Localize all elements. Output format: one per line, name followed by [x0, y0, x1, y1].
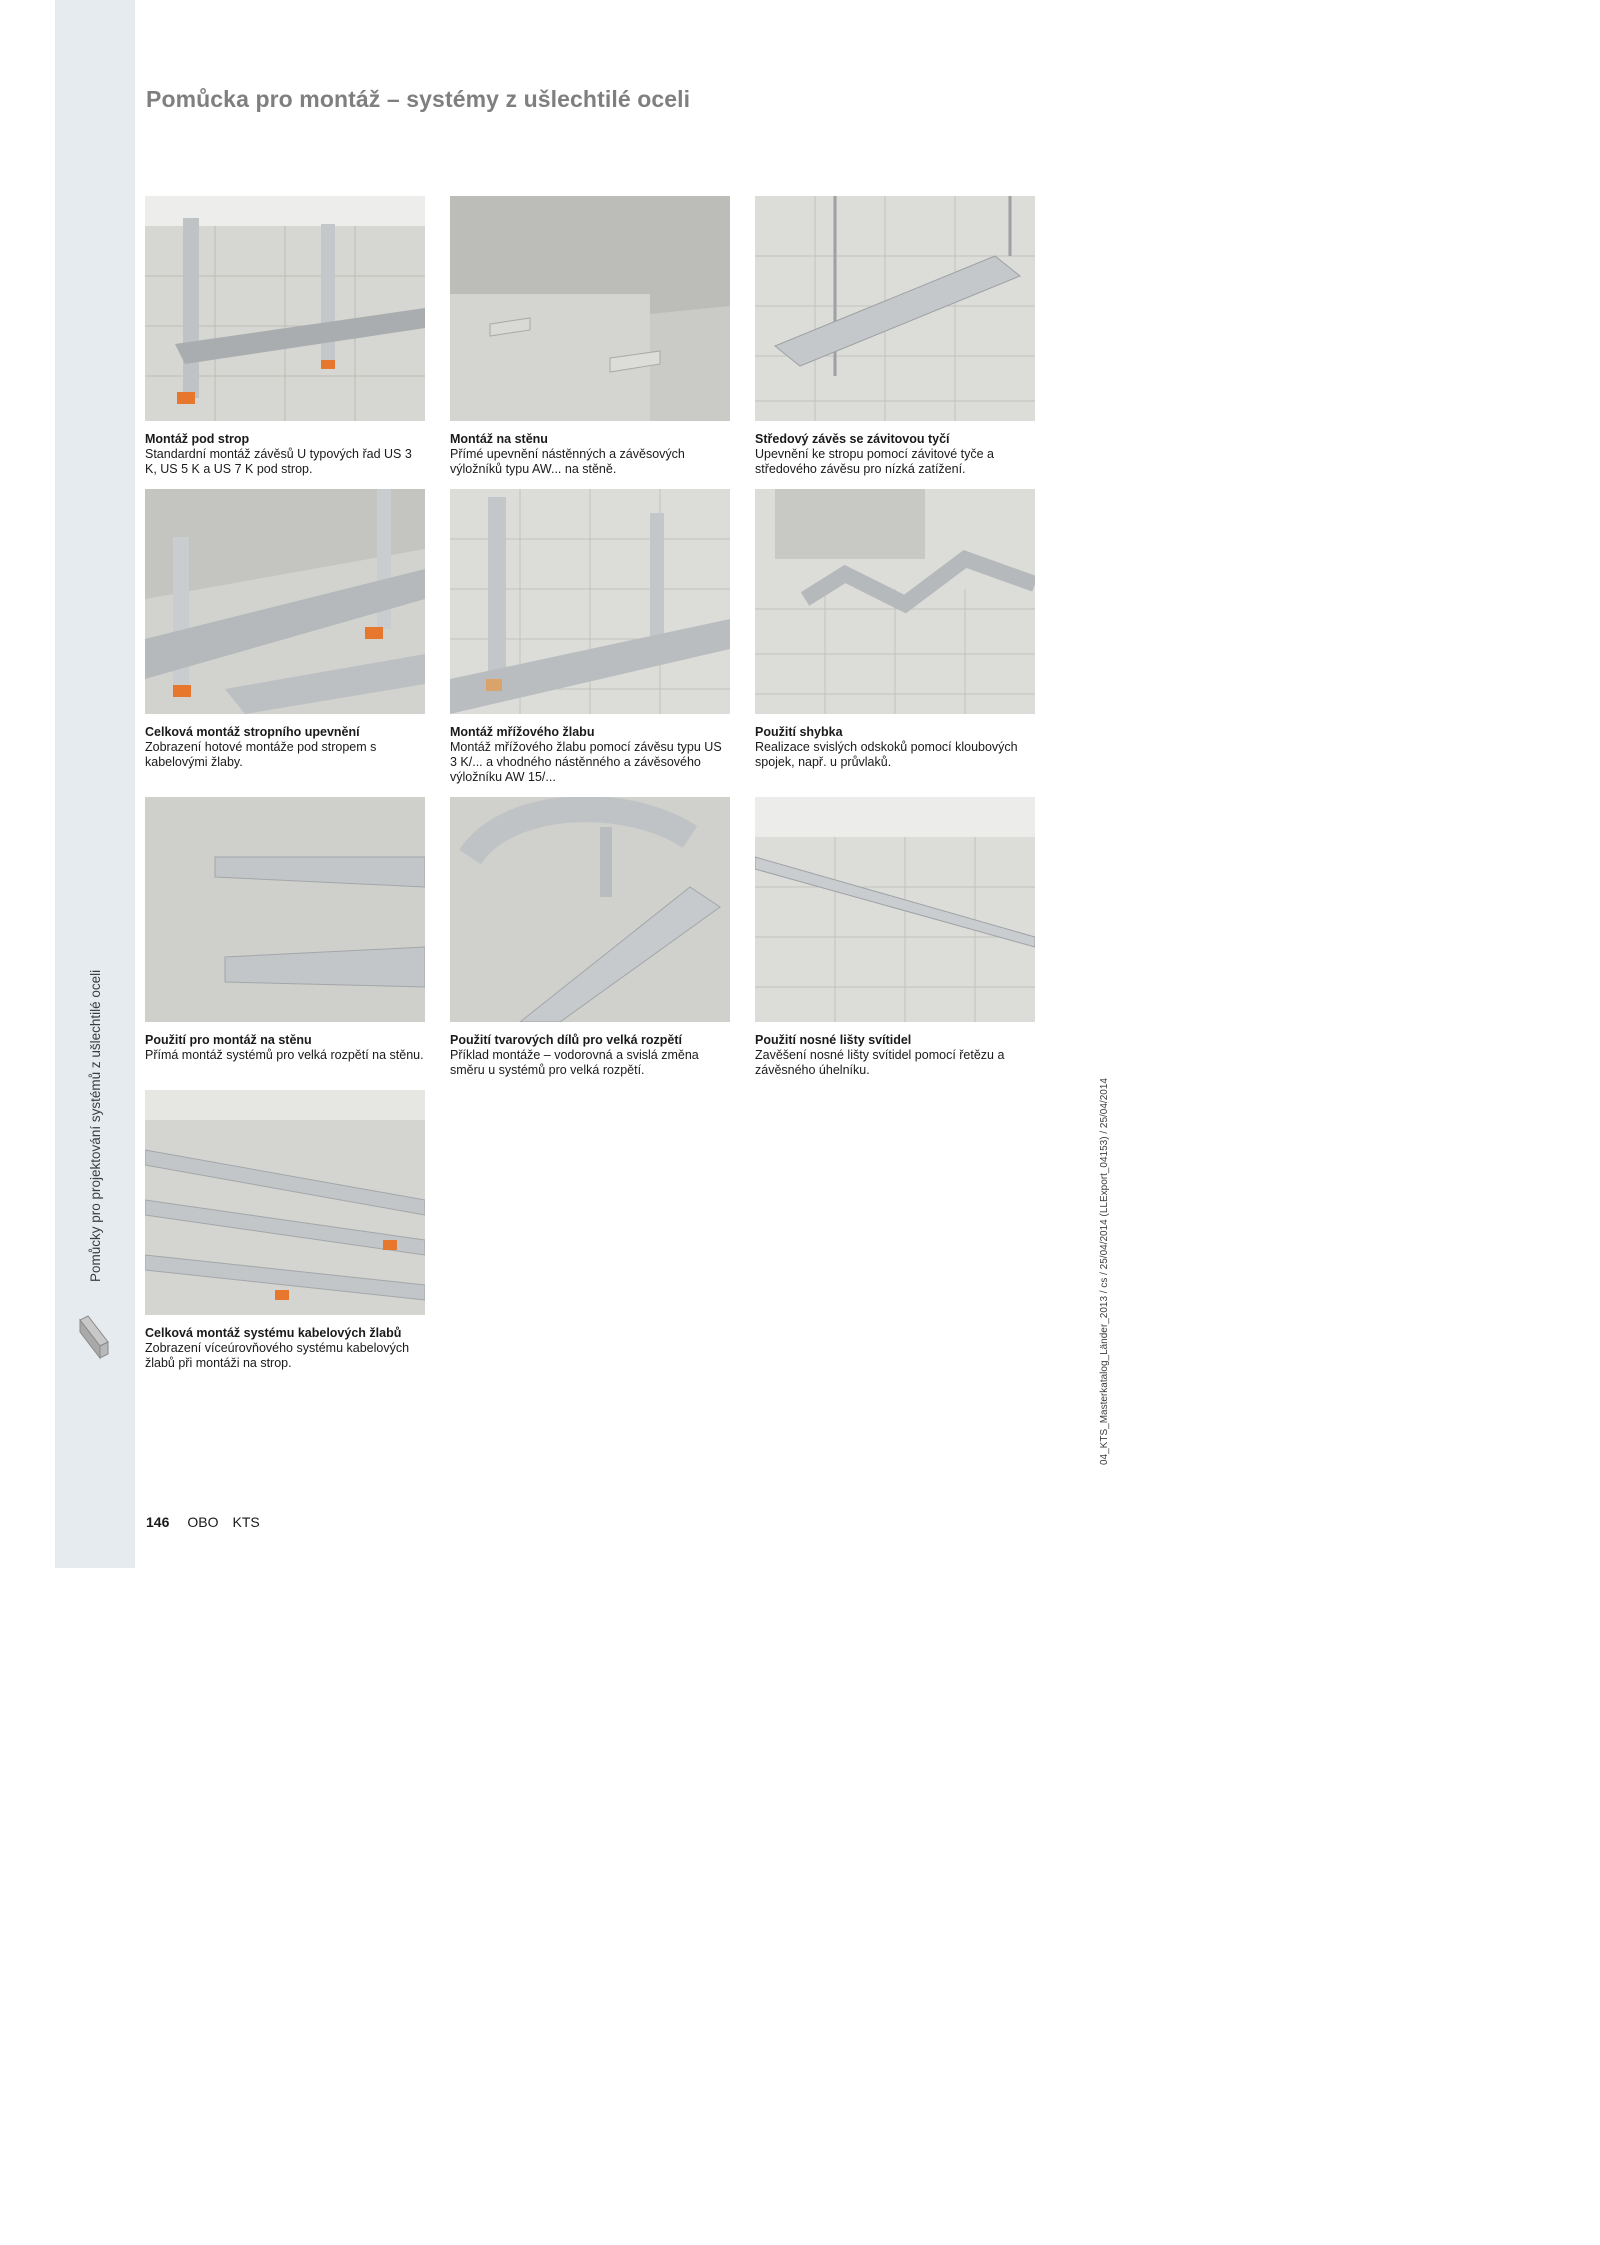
page-footer — [146, 1514, 274, 1530]
card-description: Zobrazení hotové montáže pod stropem s kabelovými žlaby. — [145, 740, 377, 769]
card-description: Zobrazení víceúrovňového systému kabelových žlabů při montáži na strop. — [145, 1341, 410, 1370]
card-luminaire-rail — [755, 797, 1035, 1078]
card-title: Použití pro montáž na stěnu — [145, 1033, 312, 1047]
card-complete-tray-system — [145, 1090, 425, 1371]
card-description: Realizace svislých odskoků pomocí kloubových spojek, např. u průvlaků. — [755, 740, 1018, 769]
page-title: Pomůcka pro montáž – systémy z ušlechtilé oceli — [146, 86, 691, 112]
photo-fittings-use — [450, 797, 730, 1022]
cable-tray-icon — [78, 1314, 112, 1360]
card-description: Zavěšení nosné lišty svítidel pomocí řetězu a závěsného úhelníku. — [755, 1048, 1005, 1077]
card-title: Montáž na stěnu — [450, 432, 548, 446]
card-mesh-tray-mounting — [450, 489, 730, 785]
catalog-reference-note: 04_KTS_Masterkatalog_Länder_2013 / cs / 25/04/2014 (LLExport_04153) / 25/04/2014 — [1099, 1078, 1110, 1465]
photo-complete-ceiling-mounting — [145, 489, 425, 714]
card-wall-mounting — [450, 196, 730, 477]
card-offset-use — [755, 489, 1035, 770]
photo-complete-tray-system — [145, 1090, 425, 1315]
photo-luminaire-rail — [755, 797, 1035, 1022]
photo-wall-use — [145, 797, 425, 1022]
card-fittings-use — [450, 797, 730, 1078]
card-title: Celková montáž stropního upevnění — [145, 725, 360, 739]
card-description: Přímá montáž systémů pro velká rozpětí na stěnu. — [145, 1048, 424, 1062]
photo-offset-use — [755, 489, 1035, 714]
card-description: Upevnění ke stropu pomocí závitové tyče a středového závěsu pro nízká zatížení. — [755, 447, 995, 476]
card-title: Celková montáž systému kabelových žlabů — [145, 1326, 402, 1340]
photo-threaded-rod — [755, 196, 1035, 421]
card-description: Montáž mřížového žlabu pomocí závěsu typu US 3 K/... a vhodného nástěnného a závěsového výložníku AW 15/... — [450, 740, 722, 784]
card-threaded-rod — [755, 196, 1035, 477]
card-complete-ceiling-mounting — [145, 489, 425, 770]
photo-wall-mounting — [450, 196, 730, 421]
card-ceiling-mounting — [145, 196, 425, 477]
section-name: KTS — [232, 1514, 260, 1530]
side-section-label: Pomůcky pro projektování systémů z ušlechtilé oceli — [88, 969, 103, 1282]
card-description: Standardní montáž závěsů U typových řad US 3 K, US 5 K a US 7 K pod strop. — [145, 447, 412, 476]
card-description: Příklad montáže – vodorovná a svislá změna směru u systémů pro velká rozpětí. — [450, 1048, 699, 1077]
photo-mesh-tray-mounting — [450, 489, 730, 714]
brand-name: OBO — [187, 1514, 219, 1530]
card-wall-use — [145, 797, 425, 1063]
card-description: Přímé upevnění nástěnných a závěsových výložníků typu AW... na stěně. — [450, 447, 685, 476]
card-title: Použití shybka — [755, 725, 843, 739]
card-title: Montáž pod strop — [145, 432, 250, 446]
card-title: Středový závěs se závitovou tyčí — [755, 432, 950, 446]
card-title: Použití tvarových dílů pro velká rozpětí — [450, 1033, 682, 1047]
card-title: Použití nosné lišty svítidel — [755, 1033, 912, 1047]
page-number: 146 — [146, 1514, 170, 1530]
card-title: Montáž mřížového žlabu — [450, 725, 595, 739]
photo-ceiling-mounting — [145, 196, 425, 421]
